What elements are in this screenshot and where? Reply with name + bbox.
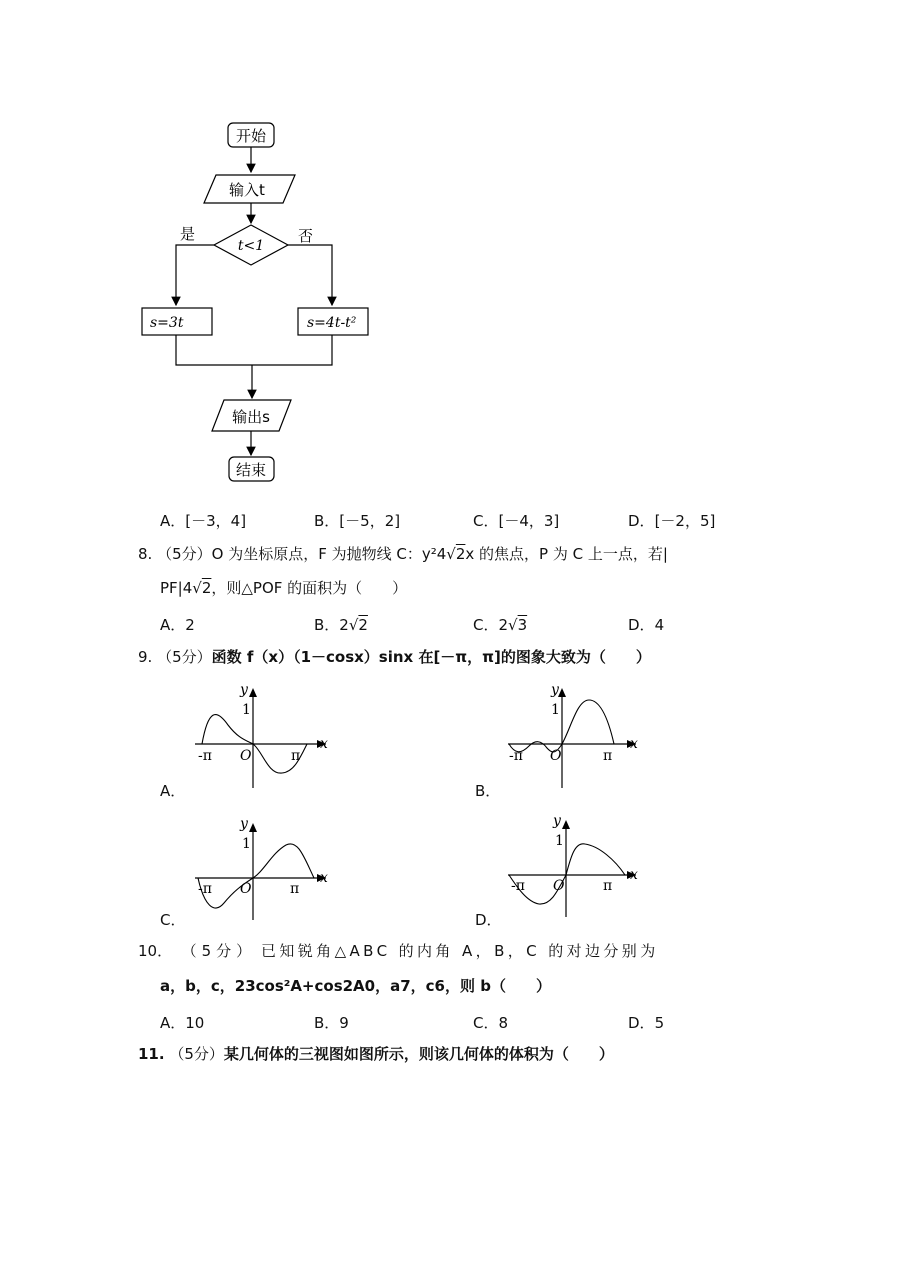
q9d-origin: O xyxy=(553,878,565,894)
q9c-tick-neg-pi: -π xyxy=(198,881,212,897)
q10-number: 10． xyxy=(138,942,173,960)
q8-number: 8. xyxy=(138,545,153,563)
q10-line1: 10． （5分） 已知锐角△ABC 的内角 A，B，C 的对边分别为 xyxy=(138,942,659,960)
flow-right-label: s=4t-t² xyxy=(307,315,357,331)
q7-option-a: A．[－3，4] xyxy=(160,512,247,530)
q9-curve-c xyxy=(198,844,314,908)
q9c-tick-one: 1 xyxy=(242,836,251,852)
q9-label-c: C． xyxy=(160,911,186,929)
q9-stem: 9. （5分）函数 f（x）（1－cosx）sinx 在[－π，π]的图象大致为（ ） xyxy=(138,648,651,666)
q9d-y-label: y xyxy=(553,813,561,829)
q7-option-c: C．[－4，3] xyxy=(473,512,560,530)
q9a-tick-neg-pi: -π xyxy=(198,748,212,764)
q9a-origin: O xyxy=(240,748,252,764)
flowchart xyxy=(130,115,390,490)
q9d-tick-neg-pi: -π xyxy=(511,878,525,894)
q9c-origin: O xyxy=(240,881,252,897)
sqrt-icon: √2 xyxy=(192,579,212,597)
q8-option-a: A．2 xyxy=(160,616,195,634)
q8-option-b: B．2√2 xyxy=(314,616,368,634)
q9-graph-b xyxy=(503,680,648,790)
q9d-tick-pi: π xyxy=(603,878,613,894)
q8-line2: PF|4√2，则△POF 的面积为（ ） xyxy=(160,579,408,597)
q9c-tick-pi: π xyxy=(290,881,300,897)
q10-option-c: C．8 xyxy=(473,1014,509,1032)
q11-number: 11. xyxy=(138,1045,165,1063)
q9-label-d: D． xyxy=(475,911,502,929)
q9b-tick-neg-pi: -π xyxy=(509,748,523,764)
q9-curve-d xyxy=(509,844,625,904)
q9c-y-label: y xyxy=(240,816,248,832)
q10-score: （5分） xyxy=(181,942,257,960)
q10-option-a: A．10 xyxy=(160,1014,205,1032)
q8-option-d: D．4 xyxy=(628,616,665,634)
flow-decision-label: t<1 xyxy=(237,238,265,254)
q9a-tick-one: 1 xyxy=(242,702,251,718)
q9-score: （5分） xyxy=(157,648,212,666)
q9b-x-label: x xyxy=(630,736,638,752)
q9-graph-a xyxy=(190,680,335,790)
q7-option-b: B．[－5，2] xyxy=(314,512,401,530)
q9a-x-label: x xyxy=(320,736,328,752)
q8-option-c: C．2√3 xyxy=(473,616,528,634)
flow-end-label: 结束 xyxy=(235,461,267,479)
q10-line2: a，b，c，23cos²A+cos2A0，a7，c6，则 b（ ） xyxy=(160,977,551,995)
q9b-y-label: y xyxy=(551,682,559,698)
q9-graph-d xyxy=(503,812,648,922)
q9d-tick-one: 1 xyxy=(555,833,564,849)
q9-number: 9. xyxy=(138,648,153,666)
q9a-y-label: y xyxy=(240,682,248,698)
q9c-x-label: x xyxy=(320,870,328,886)
sqrt-icon: √2 xyxy=(446,545,466,563)
q9b-tick-one: 1 xyxy=(551,702,560,718)
flow-start-label: 开始 xyxy=(235,127,267,145)
q9b-tick-pi: π xyxy=(603,748,613,764)
flow-input-label: 输入t xyxy=(229,181,265,199)
flow-left-label: s=3t xyxy=(150,315,184,331)
sqrt-icon: √2 xyxy=(348,616,368,634)
q9-label-b: B． xyxy=(475,782,501,800)
q9b-origin: O xyxy=(550,748,562,764)
flow-no-label: 否 xyxy=(298,227,314,245)
q9a-tick-pi: π xyxy=(291,748,301,764)
q11-score: （5分） xyxy=(169,1045,224,1063)
q11-stem: 11. （5分）某几何体的三视图如图所示，则该几何体的体积为（ ） xyxy=(138,1045,614,1063)
q9-label-a: A． xyxy=(160,782,186,800)
q10-option-d: D．5 xyxy=(628,1014,665,1032)
q9d-x-label: x xyxy=(630,867,638,883)
q7-option-d: D．[－2，5] xyxy=(628,512,716,530)
flow-yes-label: 是 xyxy=(180,225,196,243)
sqrt-icon: √3 xyxy=(508,616,528,634)
flow-output-label: 输出s xyxy=(232,408,270,426)
q10-option-b: B．9 xyxy=(314,1014,349,1032)
q8-score: （5分） xyxy=(157,545,212,563)
q9-graph-c xyxy=(190,815,335,925)
q8-line1: 8. （5分）O 为坐标原点，F 为抛物线 C：y²4√2x 的焦点，P 为 C 上一点，若| xyxy=(138,545,668,563)
